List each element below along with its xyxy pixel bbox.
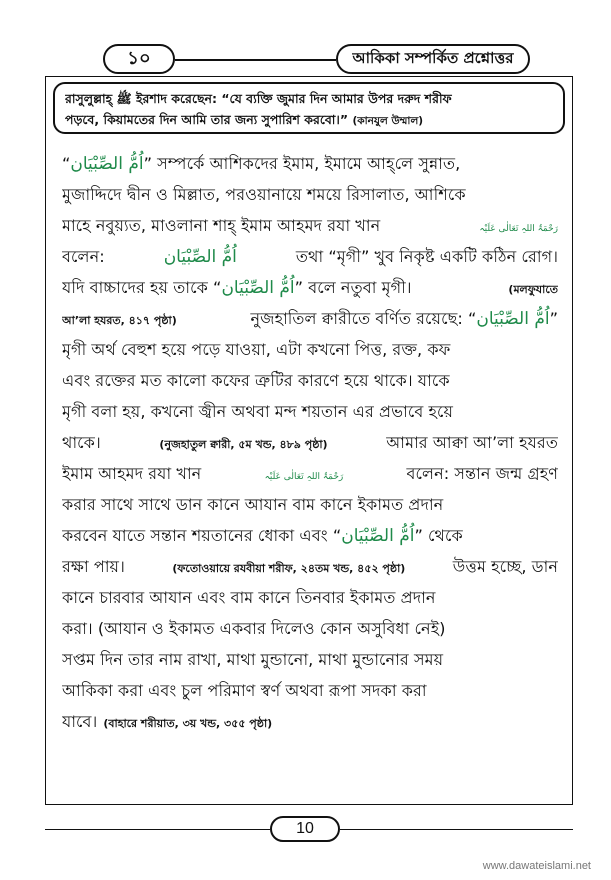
line-segment: বলেন: সন্তান জন্ম গ্রহণ	[406, 464, 558, 483]
body-line-9	[62, 396, 558, 427]
line-text: করার সাথে সাথে ডান কানে আযান বাম কানে ইকামত প্রদান	[62, 495, 444, 514]
body-line-8	[62, 365, 558, 396]
header-page-number	[103, 44, 175, 74]
arabic-term: اُمُّ الصِّبْيَان	[70, 154, 144, 174]
arabic-term: اُمُّ الصِّبْيَان	[163, 247, 237, 267]
body-line-3	[62, 210, 558, 241]
line-text: এবং রক্তের মত কালো কফের ত্রুটির কারণে হয়ে থাকে। যাকে	[62, 371, 450, 390]
arabic-term: اُمُّ الصِّبْيَان	[341, 526, 415, 546]
line-segment: ” থেকে	[414, 526, 463, 545]
header-page-number-text: ১০	[127, 47, 151, 69]
line-segment: আমার আক্বা আ’লা হযরত	[386, 433, 558, 452]
honorific-arabic: رَحْمَۃُ اللہِ تَعَالٰی عَلَیْہ	[479, 224, 558, 234]
line-segment: করবেন যাতে সন্তান শয়তানের ধোকা এবং “	[62, 526, 342, 545]
line-segment: থাকে।	[62, 433, 101, 452]
citation: (ফতোওয়ায়ে রযবীয়া শরীফ, ২৪তম খন্ড, ৪৫২ পৃষ্ঠা)	[172, 562, 406, 575]
hadith-line-2	[65, 109, 553, 132]
line-segment: যদি বাচ্চাদের হয় তাকে “	[62, 278, 222, 297]
footer-divider-left	[45, 829, 270, 830]
body-text	[62, 148, 558, 737]
line-text: মুজাদ্দিদে দ্বীন ও মিল্লাত, পরওয়ানায়ে শময়ে রিসালাত, আশিকে	[62, 185, 466, 204]
body-line-1	[62, 148, 558, 179]
body-line-14	[62, 551, 558, 582]
footer-divider-right	[340, 829, 573, 830]
hadith-box	[53, 82, 565, 134]
website-url: www.dawateislami.net	[482, 860, 591, 872]
footer-page-number-text: 10	[296, 820, 314, 837]
line-segment: তথা “মৃগী” খুব নিকৃষ্ট একটি কঠিন রোগ।	[295, 247, 558, 266]
honorific-arabic: رَحْمَۃُ اللہِ تَعَالٰی عَلَیْہ	[264, 472, 344, 482]
line-text	[62, 520, 463, 551]
body-line-16	[62, 613, 558, 644]
body-line-2	[62, 179, 558, 210]
citation: (বাহারে শরীয়াত, ৩য় খন্ড, ৩৫৫ পৃষ্ঠা)	[103, 717, 273, 730]
line-text: সপ্তম দিন তার নাম রাখা, মাথা মুন্ডানো, মাথা মুন্ডানোর সময়	[62, 650, 444, 669]
line-text	[62, 148, 460, 179]
hadith-line-2-text: পড়বে, কিয়ামতের দিন আমি তার জন্য সুপারিশ করবো।”	[65, 112, 349, 127]
footer-page-number	[270, 816, 340, 842]
line-segment: ” সম্পর্কে আশিকদের ইমাম, ইমামে আহ্‌লে সুন্নাত,	[143, 154, 461, 173]
body-line-5	[62, 272, 558, 303]
line-segment: যাবে।	[62, 712, 98, 731]
body-line-11	[62, 458, 558, 489]
body-line-19	[62, 706, 558, 737]
line-segment: ইমাম আহমদ রযা খান	[62, 464, 202, 483]
header-title	[336, 44, 530, 74]
body-line-15	[62, 582, 558, 613]
body-line-13	[62, 520, 558, 551]
header-title-text: আকিকা সম্পর্কিত প্রশ্নোত্তর	[352, 48, 514, 67]
line-text: কানে চারবার আযান এবং বাম কানে তিনবার ইকামত প্রদান	[62, 588, 436, 607]
line-segment: উত্তম হচ্ছে, ডান	[452, 557, 558, 576]
body-line-18	[62, 675, 558, 706]
hadith-line-1: রাসুলুল্লাহ্ ﷺ ইরশাদ করেছেন: “যে ব্যক্তি জুমার দিন আমার উপর দরুদ শরীফ	[65, 91, 452, 106]
body-line-4	[62, 241, 558, 272]
hadith-source: (কানযুল উম্মাল)	[352, 115, 424, 127]
line-segment: ” বলে নতুবা মৃগী।	[294, 278, 412, 297]
body-line-10	[62, 427, 558, 458]
line-text: মাহে নবুয়্যত, মাওলানা শাহ্ ইমাম আহমদ রযা খান	[62, 216, 381, 235]
line-text	[62, 272, 412, 303]
citation: আ’লা হযরত, ৪১৭ পৃষ্ঠা)	[62, 314, 177, 327]
quote-open: “	[62, 154, 71, 173]
header-divider	[175, 59, 336, 61]
line-text: করা। (আযান ও ইকামত একবার দিলেও কোন অসুবিধা নেই)	[62, 619, 446, 638]
body-line-12	[62, 489, 558, 520]
arabic-term: اُمُّ الصِّبْيَان	[476, 309, 550, 329]
line-segment: রক্ষা পায়।	[62, 557, 125, 576]
line-text	[250, 303, 558, 334]
line-segment: বলেন:	[62, 247, 105, 266]
citation: (নুজহাতুল ক্বারী, ৫ম খন্ড, ৪৮৯ পৃষ্ঠা)	[159, 438, 328, 451]
body-line-6	[62, 303, 558, 334]
line-text: মৃগী অর্থ বেহুশ হয়ে পড়ে যাওয়া, এটা কখনো পিত্ত, রক্ত, কফ	[62, 340, 451, 359]
arabic-term: اُمُّ الصِّبْيَان	[221, 278, 295, 298]
body-line-17	[62, 644, 558, 675]
body-line-7	[62, 334, 558, 365]
line-segment: ”	[549, 309, 558, 328]
citation: (মলফুযাতে	[508, 283, 558, 296]
line-segment: নুজহাতিল ক্বারীতে বর্ণিত রয়েছে: “	[250, 309, 477, 328]
line-text: আকিকা করা এবং চুল পরিমাণ স্বর্ণ অথবা রূপা সদকা করা	[62, 681, 427, 700]
line-text: মৃগী বলা হয়, কখনো জ্বীন অথবা মন্দ শয়তান এর প্রভাবে হয়ে	[62, 402, 454, 421]
